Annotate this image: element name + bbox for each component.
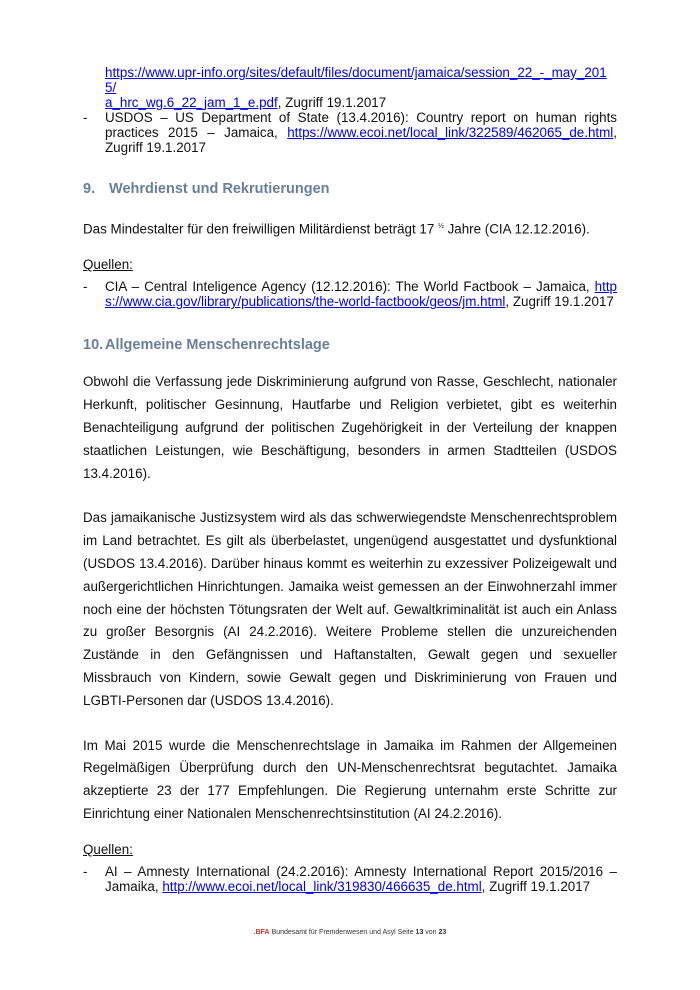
footer-org: Bundesamt für Fremdenwesen und Asyl Seite — [269, 929, 416, 936]
list-dash: - — [83, 110, 88, 125]
page-number: 13 — [415, 929, 424, 936]
cia-link[interactable]: https://www.cia.gov/library/publications/the-world-factbook/geos/jm.html — [105, 279, 617, 310]
source-item-cia — [83, 279, 617, 309]
source-text: CIA – Central Inteligence Agency (12.12.2016): The World Factbook – Jamaica, — [105, 279, 595, 295]
source-text: AI – Amnesty International (24.2.2016): Amnesty International Report 2015/2016 – Jamaika, — [105, 863, 617, 894]
source-item-ai — [83, 864, 617, 894]
access-date: , Zugriff 19.1.2017 — [481, 878, 591, 894]
page-total: 23 — [438, 929, 447, 936]
list-dash: - — [83, 863, 88, 879]
sources-label: Quellen: — [83, 841, 133, 857]
usdos-link[interactable]: https://www.ecoi.net/local_link/322589/462065_de.html — [287, 125, 614, 140]
sources-label: Quellen: — [83, 257, 133, 273]
upr-link[interactable]: https://www.upr-info.org/sites/default/files/document/jamaica/session_22_-_may_2015/ a_hrc_wg.6_22_jam_1_e.pdf — [105, 65, 607, 110]
document-content — [83, 65, 617, 894]
ai-link[interactable]: http://www.ecoi.net/local_link/319830/466635_de.html — [162, 878, 482, 894]
source-item-usdos — [83, 110, 617, 155]
paragraph: Obwohl die Verfassung jede Diskriminierung aufgrund von Rasse, Geschlecht, nationaler Herkunft, politischer Gesinnung, Hautfarbe und Religion verbietet, gibt es weiterhin Benachteiligung aufgrund der politischen Zugehörigkeit in der Verteilung der knappen staatlichen Leistungen, wie Beschäftigung, besonders in armen Stadtteilen (USDOS 13.4.2016). — [83, 374, 617, 481]
footer-of: von — [423, 929, 439, 936]
section-heading-9: 9. Wehrdienst und Rekrutierungen — [83, 181, 330, 197]
paragraph: Das jamaikanische Justizsystem wird als das schwerwiegendste Menschenrechtsproblem im Land betrachtet. Es gilt als überbelastet, ungenügend ausgestattet und dysfunktional (USDOS 13.4.2016). Darüber hinaus kommt es weiterhin zu exzessiver Polizeigewalt und außergerichtlichen Hinrichtungen. Jamaika weist gemessen an der Einwohnerzahl immer noch eine der höchsten Tötungsraten der Welt auf. Gewaltkriminalität ist auch ein Anlass zu großer Besorgnis (AI 24.2.2016). Weitere Probleme stellen die unzureichenden Zustände in den Gefängnissen und Haftanstalten, Gewalt gegen und sexueller Missbrauch von Kindern, sowie Gewalt gegen und Diskriminierung von Frauen und LGBTI-Personen dar (USDOS 13.4.2016). — [83, 510, 617, 708]
section9-paragraph: Das Mindestalter für den freiwilligen Militärdienst beträgt 17 $^{\frac{1}{2}}$ Jahre (CIA 12.12.2016). — [83, 221, 590, 237]
section-heading-10: 10. Allgemeine Menschenrechtslage — [83, 337, 330, 354]
bfa-logo-text: .BFA — [253, 929, 270, 936]
page-footer — [0, 929, 700, 936]
list-dash: - — [83, 279, 88, 295]
source-item-upr — [83, 65, 617, 110]
paragraph: Im Mai 2015 wurde die Menschenrechtslage in Jamaika im Rahmen der Allgemeinen Regelmäßigen Überprüfung durch den UN-Menschenrechtsrat begutachtet. Jamaika akzeptierte 23 der 177 Empfehlungen. Die Regierung unternahm erste Schritte zur Einrichtung einer Nationalen Menschenrechtsinstitution (AI 24.2.2016). — [83, 737, 617, 822]
access-date: , Zugriff 19.1.2017 — [105, 125, 617, 155]
source-text: USDOS – US Department of State (13.4.2016): Country report on human rights practices 2015 – Jamaica, — [105, 110, 617, 140]
access-date: , Zugriff 19.1.2017 — [277, 95, 387, 110]
access-date: , Zugriff 19.1.2017 — [505, 294, 614, 310]
